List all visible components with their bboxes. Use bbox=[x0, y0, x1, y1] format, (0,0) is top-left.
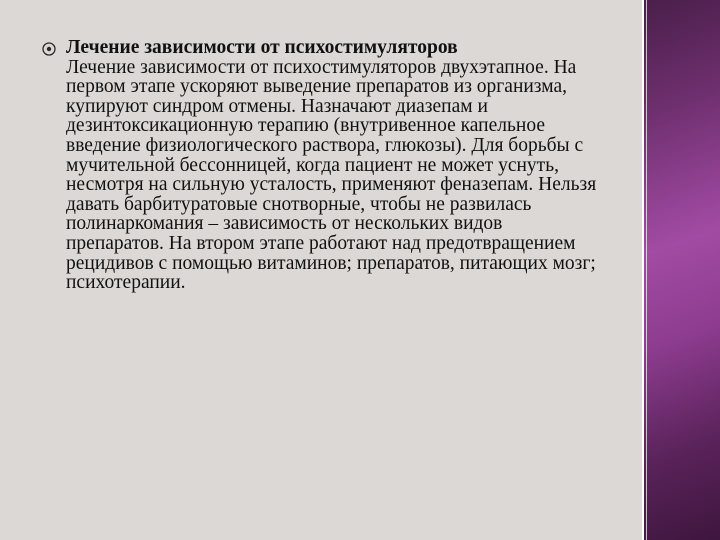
slide-heading: Лечение зависимости от психостимуляторов bbox=[66, 37, 458, 58]
bullet-text bbox=[66, 38, 602, 293]
decorative-side-strip bbox=[642, 0, 720, 540]
content-area bbox=[42, 38, 602, 293]
slide-body-text: Лечение зависимости от психостимуляторов двухэтапное. На первом этапе ускоряют выведение препаратов из организма, купируют синдром отмены. Назначают диазепам и дезинтоксикационную терапию (внутривенное капельное введение физиологического раствора, глюкозы). Для борьбы с мучительной бессонницей, когда пациент не может уснуть, несмотря на сильную усталость, применяют феназепам. Нельзя давать барбитуратовые снотворные, чтобы не развилась полинаркомания – зависимость от нескольких видов препаратов. На втором этапе работают над предотвращением рецидивов с помощью витаминов; препаратов, питающих мозг; психотерапии. bbox=[66, 56, 597, 294]
circled-target-bullet-icon bbox=[42, 42, 56, 56]
